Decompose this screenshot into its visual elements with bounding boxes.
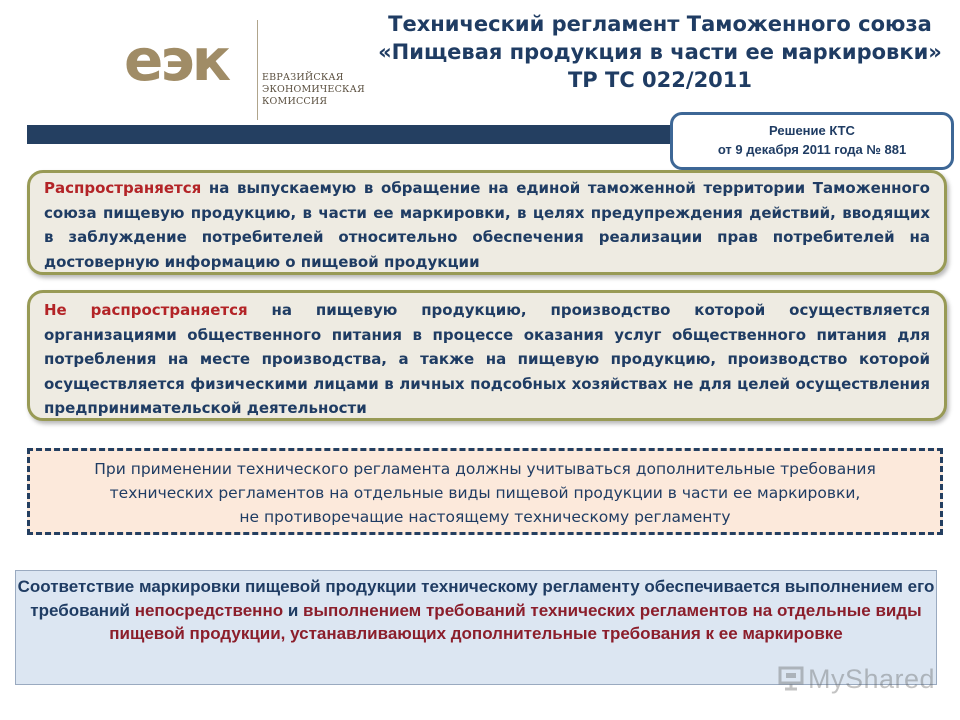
logo-line-3: КОМИССИЯ bbox=[262, 96, 328, 107]
additional-line-3: не противоречащие настоящему техническому регламенту bbox=[239, 508, 731, 526]
additional-line-2: технических регламентов на отдельные виды пищевой продукции в части ее маркировки, bbox=[109, 484, 861, 502]
applies-text bbox=[44, 176, 930, 274]
logo-line-2: ЭКОНОМИЧЕСКАЯ bbox=[262, 84, 365, 95]
additional-requirements-box bbox=[27, 448, 943, 535]
watermark-text: MyShared bbox=[808, 664, 936, 694]
not-applies-card bbox=[27, 290, 947, 421]
not-applies-body: на пищевую продукцию, производство которой осуществляется организациями общественного питания в процессе оказания услуг общественного питания для потребления на месте производства, а также на пищевую продукцию, производство которой осуществляется физическими лицами в личных подсобных хозяйствах не для целей осуществления предпринимательской деятельности bbox=[44, 301, 930, 417]
applies-body: на выпускаемую в обращение на единой таможенной территории Таможенного союза пищевую продукцию, в части ее маркировки, в целях предупреждения действий, вводящих в заблуждение потребителей относительно обеспечения реализации прав потребителей на достоверную информацию о пищевой продукции bbox=[44, 179, 930, 271]
compliance-part-2: непосредственно bbox=[134, 600, 284, 620]
compliance-part-4: выполнением требований технических регламентов на отдельные виды пищевой продукции, устанавливающих дополнительные требования к ее маркировке bbox=[109, 600, 922, 643]
title-line-2: «Пищевая продукция в части ее маркировки» bbox=[378, 40, 942, 64]
decision-badge bbox=[670, 112, 954, 170]
eek-logo bbox=[124, 20, 364, 125]
logo-line-1: ЕВРАЗИЙСКАЯ bbox=[262, 72, 344, 83]
logo-divider bbox=[257, 20, 258, 120]
logo-mark: еэк bbox=[124, 26, 229, 94]
slide-title bbox=[360, 10, 960, 94]
not-applies-text bbox=[44, 298, 930, 421]
decision-line-1: Решение КТС bbox=[769, 123, 855, 138]
additional-line-1: При применении технического регламента должны учитываться дополнительные требования bbox=[94, 460, 876, 478]
header-bar bbox=[27, 125, 687, 144]
applies-card bbox=[27, 170, 947, 275]
title-line-1: Технический регламент Таможенного союза bbox=[388, 12, 932, 36]
decision-line-2: от 9 декабря 2011 года № 881 bbox=[717, 142, 907, 157]
myshared-watermark bbox=[778, 662, 936, 696]
applies-highlight: Распространяется bbox=[44, 179, 202, 197]
compliance-part-1: Соответствие маркировки пищевой продукции техническому регламенту обеспечивается выполнением его требований bbox=[17, 577, 935, 620]
presentation-icon bbox=[778, 665, 804, 691]
logo-text bbox=[262, 72, 365, 108]
not-applies-highlight: Не распространяется bbox=[44, 301, 248, 319]
compliance-part-3: и bbox=[283, 600, 304, 620]
title-line-3: ТР ТС 022/2011 bbox=[567, 68, 753, 92]
